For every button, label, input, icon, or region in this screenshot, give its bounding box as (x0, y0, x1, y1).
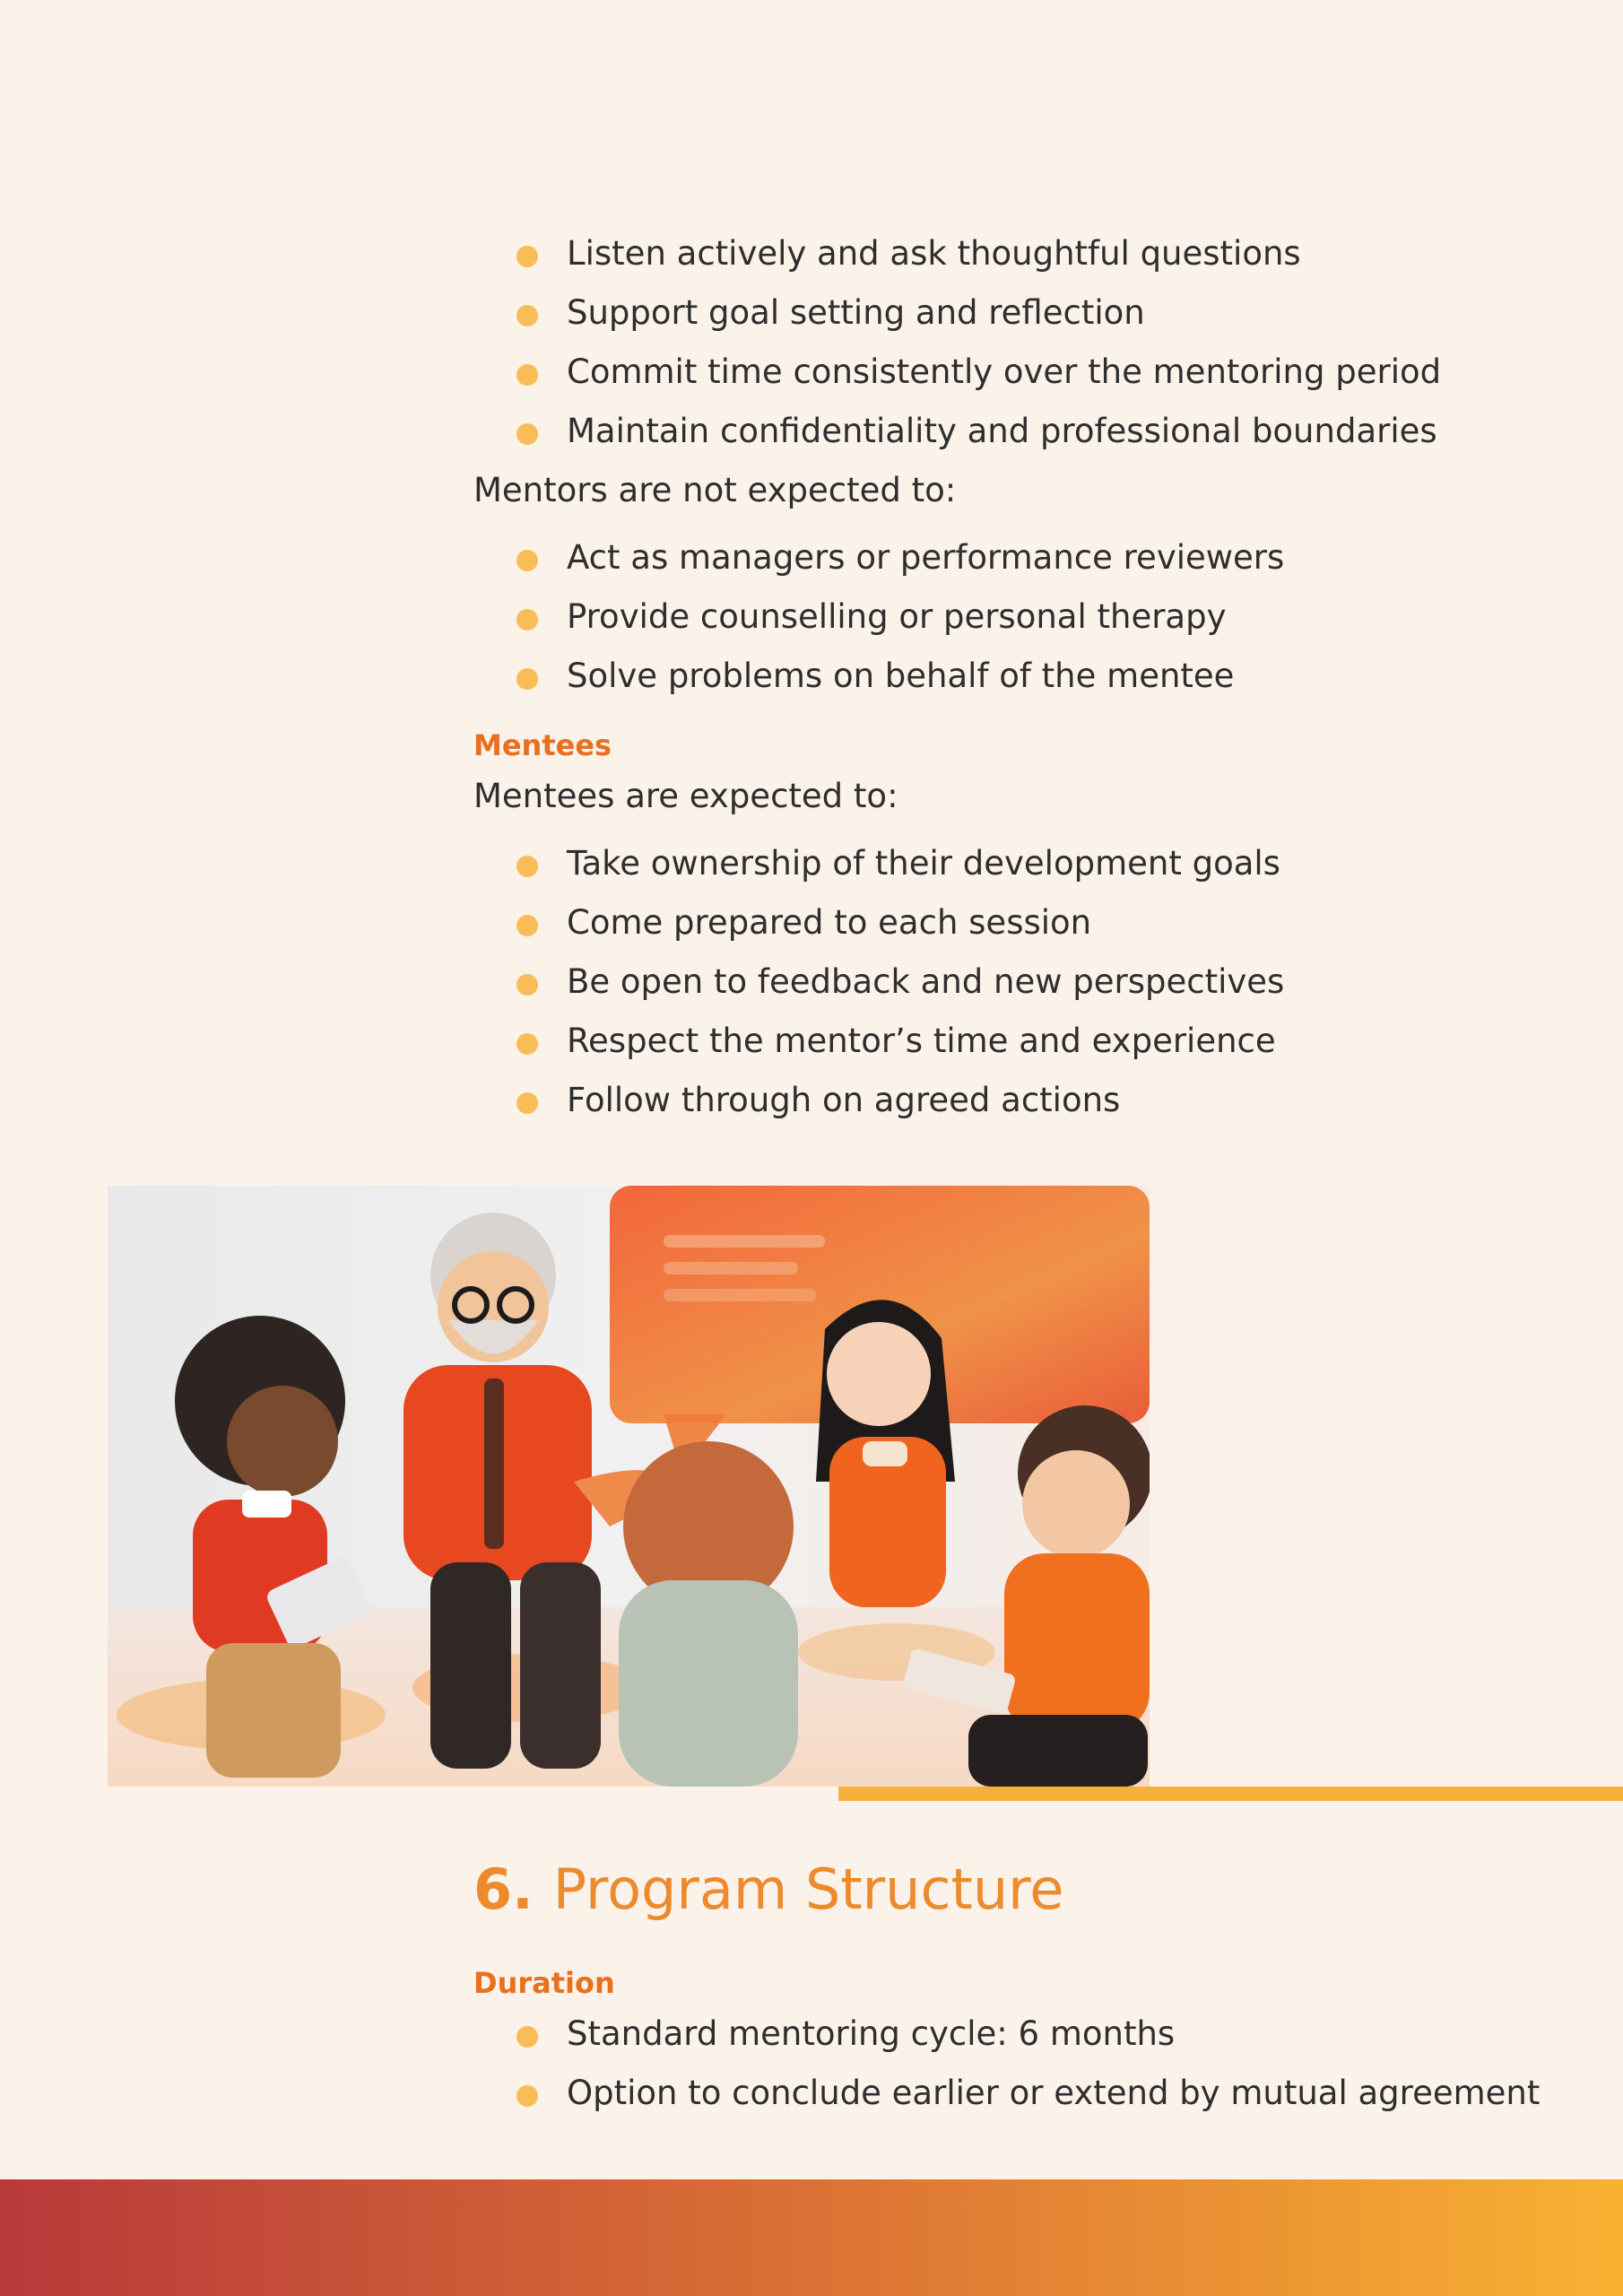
bullet-icon (516, 1092, 538, 1114)
mentors-not-expected-intro: Mentors are not expected to: (473, 471, 957, 509)
section-number: 6. (473, 1857, 534, 1922)
bullet-icon (516, 856, 538, 877)
list-item: Support goal setting and reflection (567, 293, 1145, 333)
list-item: Act as managers or performance reviewers (567, 538, 1284, 578)
bullet-icon (516, 550, 538, 571)
mentoring-group-illustration (108, 1186, 1150, 1787)
section-title-text: Program Structure (552, 1857, 1064, 1922)
bullet-icon (516, 915, 538, 936)
bullet-icon (516, 1033, 538, 1055)
bullet-icon (516, 668, 538, 690)
bullet-icon (516, 246, 538, 267)
list-item: Option to conclude earlier or extend by mutual agreement (567, 2074, 1540, 2113)
bullet-icon (516, 609, 538, 631)
bullet-icon (516, 2085, 538, 2107)
mentees-intro: Mentees are expected to: (473, 777, 898, 815)
list-item: Commit time consistently over the mentoring period (567, 352, 1441, 392)
list-item: Solve problems on behalf of the mentee (567, 657, 1234, 696)
bullet-icon (516, 305, 538, 326)
section-title (473, 1857, 1063, 1922)
bullet-icon (516, 364, 538, 386)
list-item: Be open to feedback and new perspectives (567, 962, 1284, 1002)
list-item: Standard mentoring cycle: 6 months (567, 2014, 1175, 2054)
bullet-icon (516, 423, 538, 445)
duration-heading: Duration (473, 1966, 615, 2000)
list-item: Maintain confidentiality and professional boundaries (567, 412, 1437, 451)
bullet-icon (516, 2026, 538, 2048)
list-item: Take ownership of their development goals (567, 844, 1280, 883)
list-item: Follow through on agreed actions (567, 1081, 1120, 1120)
list-item: Listen actively and ask thoughtful questions (567, 234, 1301, 274)
bullet-icon (516, 974, 538, 996)
mentees-heading: Mentees (473, 728, 612, 762)
list-item: Provide counselling or personal therapy (567, 597, 1226, 637)
footer-gradient-band (0, 2179, 1623, 2296)
list-item: Come prepared to each session (567, 903, 1091, 943)
accent-bar (838, 1787, 1623, 1801)
mentoring-group-image (108, 1186, 1150, 1787)
list-item: Respect the mentor’s time and experience (567, 1022, 1276, 1061)
